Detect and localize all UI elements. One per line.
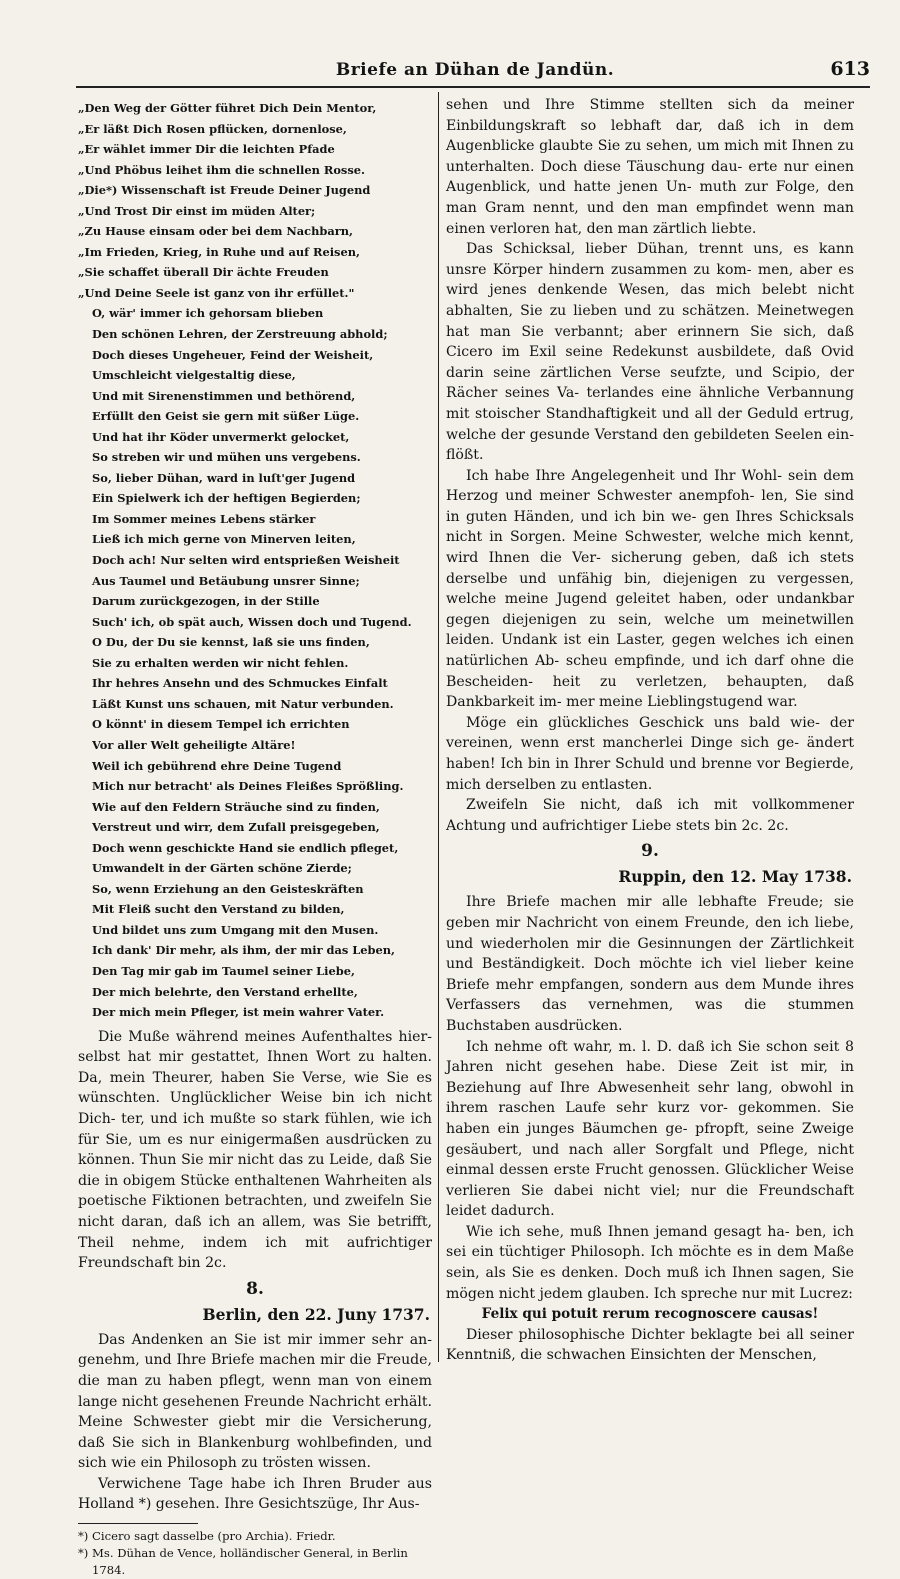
verse-line: Und mit Sirenenstimmen und bethörend, bbox=[92, 388, 356, 403]
footnote: *) Cicero sagt dasselbe (pro Archia). Friedr. bbox=[78, 1529, 336, 1544]
verse-line: Doch dieses Ungeheuer, Feind der Weisheit, bbox=[92, 347, 374, 362]
verse-line: Ihr hehres Ansehn und des Schmuckes Einfalt bbox=[92, 676, 388, 691]
paragraph: sehen und Ihre Stimme stellten sich da meiner Einbildungskraft so lebhaft dar, daß ich in dem Augenblicke glaubte Sie zu sehen, um mich mit Ihnen zu unterhalten. Doch diese Täuschung dau- erte nur einen Augenblick, und hatte jenen Un- muth zur Folge, den man Gram nennt, und den man empfindet wenn man einen verloren hat, den man zärtlich liebte. bbox=[446, 97, 854, 237]
paragraph: Ihre Briefe machen mir alle lebhafte Freude; sie geben mir Nachricht von einem Freunde, den ich liebe, und wiederholen mir die Gesinnungen der Zärtlichkeit und Beständigkeit. Doch möchte ich viel lieber keine Briefe mehr empfangen, sondern aus dem Munde ihres Verfassers das vernehmen, was die stummen Buchstaben ausdrücken. bbox=[446, 894, 854, 1034]
paragraph: Wie ich sehe, muß Ihnen jemand gesagt ha- ben, ich sei ein tüchtiger Philosoph. Ich möchte es in dem Maße sein, als Sie es denken. Doch muß ich Ihnen sagen, Sie mögen nicht jedem glauben. Ich spreche nur mit Lucrez: bbox=[446, 1223, 854, 1302]
verse-line: O könnt' in diesem Tempel ich errichten bbox=[92, 717, 350, 732]
verse-line: O Du, der Du sie kennst, laß sie uns finden, bbox=[92, 635, 370, 650]
letter-dateline: Berlin, den 22. Juny 1737. bbox=[202, 1304, 430, 1324]
verse-line: Mich nur betracht' als Deines Fleißes Sprößling. bbox=[92, 779, 404, 794]
verse-line: „Die*) Wissenschaft ist Freude Deiner Jugend bbox=[78, 183, 371, 198]
verse-line: Erfüllt den Geist sie gern mit süßer Lüge. bbox=[92, 409, 360, 424]
verse-line: Weil ich gebührend ehre Deine Tugend bbox=[92, 758, 342, 773]
paragraph: Verwichene Tage habe ich Ihren Bruder aus Holland *) gesehen. Ihre Gesichtszüge, Ihr Aus- bbox=[78, 1475, 432, 1513]
verse-line: „Er läßt Dich Rosen pflücken, dornenlose, bbox=[78, 121, 347, 136]
page-header bbox=[80, 58, 870, 88]
verse-line: Der mich mein Pfleger, ist mein wahrer Vater. bbox=[92, 1005, 385, 1020]
page-number: 613 bbox=[830, 58, 870, 80]
verse-line: Ich dank' Dir mehr, als ihm, der mir das Leben, bbox=[92, 943, 395, 958]
left-column bbox=[78, 95, 432, 1578]
column-divider bbox=[438, 92, 439, 1362]
latin-quote: Felix qui potuit rerum recognoscere causas! bbox=[481, 1306, 819, 1323]
verse-line: Doch ach! Nur selten wird entsprießen Weisheit bbox=[92, 553, 400, 568]
verse-line: Der mich belehrte, den Verstand erhellte, bbox=[92, 984, 358, 999]
verse-line: Such' ich, ob spät auch, Wissen doch und Tugend. bbox=[92, 614, 412, 629]
verse-line: So, lieber Dühan, ward in luſt'ger Jugend bbox=[92, 470, 356, 485]
footnote: *) Ms. Dühan de Vence, holländischer General, in Berlin 1784. bbox=[78, 1546, 408, 1578]
paragraph: Das Andenken an Sie ist mir immer sehr an- genehm, und Ihre Briefe machen mir die Freude, die man zu haben pflegt, wenn man von einem lange nicht gesehenen Freunde Nachricht erhält. Meine Schwester giebt mir die Versicherung, daß Sie sich in Blankenburg wohlbefinden, und sich wie ein Philosoph zu trösten wissen. bbox=[78, 1331, 432, 1472]
verse-line: „Und Trost Dir einst im müden Alter; bbox=[78, 203, 316, 218]
verse-line: Aus Taumel und Betäubung unsrer Sinne; bbox=[92, 573, 360, 588]
verse-line: Und bildet uns zum Umgang mit den Musen. bbox=[92, 922, 379, 937]
verse-line: Doch wenn geschickte Hand sie endlich pfleget, bbox=[92, 840, 399, 855]
verse-line: Läßt Kunst uns schauen, mit Natur verbunden. bbox=[92, 696, 394, 711]
verse-line: „Er wählet immer Dir die leichten Pfade bbox=[78, 142, 335, 157]
paragraph: Ich nehme oft wahr, m. l. D. daß ich Sie schon seit 8 Jahren nicht gesehen habe. Diese Zeit ist mir, in Beziehung auf Ihre Abwesenheit sehr lang, obwohl in ihrem raschen Laufe sehr kurz vor- gekommen. Sie haben ein junges Bäumchen ge- pfropft, seine Zweige gesäubert, und nach aller Sorgfalt und Pflege, nicht einmal dessen erste Frucht genossen. Glücklicher Weise verlieren Sie dabei nicht viel; nur die Freundschaft leidet dadurch. bbox=[446, 1038, 854, 1220]
verse-line: Sie zu erhalten werden wir nicht fehlen. bbox=[92, 655, 349, 670]
footnote-rule bbox=[78, 1523, 198, 1524]
verse-line: Und hat ihr Köder unvermerkt gelocket, bbox=[92, 429, 350, 444]
verse-line: „Sie schaffet überall Dir ächte Freuden bbox=[78, 265, 329, 280]
right-column bbox=[446, 95, 854, 1365]
letter-dateline: Ruppin, den 12. May 1738. bbox=[618, 867, 852, 887]
verse-line: „Im Frieden, Krieg, in Ruhe und auf Reisen, bbox=[78, 244, 360, 259]
verse-line: Den Tag mir gab im Taumel seiner Liebe, bbox=[92, 963, 355, 978]
letter-number: 9. bbox=[641, 841, 659, 862]
verse-line: Ließ ich mich gerne von Minerven leiten, bbox=[92, 532, 356, 547]
verse-line: Verstreut und wirr, dem Zufall preisgegeben, bbox=[92, 820, 380, 835]
paragraph: Das Schicksal, lieber Dühan, trennt uns, es kann unsre Körper hindern zusammen zu kom- men, aber es wird jenes denkende Wesen, das mich belebt nicht abhalten, Sie zu lieben und zu schätzen. Meinetwegen hat man Sie verbannt; aber erinnern Sie sich, daß Cicero im Exil seine Redekunst ausbildete, daß Ovid darin seine zärtlichen Verse seufzte, und Scipio, der Rächer seines Va- terlandes eine ähnliche Verbannung mit stoischer Standhaftigkeit und all der Geduld ertrug, welche der gesunde Verstand den gebildeten Seelen ein- flößt. bbox=[446, 241, 854, 464]
verse-line: Im Sommer meines Lebens stärker bbox=[92, 511, 316, 526]
verse-line: „Und Deine Seele ist ganz von ihr erfüllet." bbox=[78, 285, 355, 300]
header-rule bbox=[76, 86, 870, 88]
verse-line: Wie auf den Feldern Sträuche sind zu finden, bbox=[92, 799, 380, 814]
verse-line: Vor aller Welt geheiligte Altäre! bbox=[92, 737, 296, 752]
verse-line: So streben wir und mühen uns vergebens. bbox=[92, 450, 361, 465]
paragraph: Möge ein glückliches Geschick uns bald wie- der vereinen, wenn erst mancherlei Dinge sich ge- ändert haben! Ich bin in Ihrer Schuld und brenne vor Begierde, mich derselben zu entlasten. bbox=[446, 714, 854, 793]
verse-line: „Und Phöbus leihet ihm die schnellen Rosse. bbox=[78, 162, 365, 177]
verse-line: Ein Spielwerk ich der heftigen Begierden; bbox=[92, 491, 361, 506]
verse-line: Mit Fleiß sucht den Verstand zu bilden, bbox=[92, 902, 345, 917]
verse-line: So, wenn Erziehung an den Geisteskräften bbox=[92, 881, 364, 896]
paragraph: Zweifeln Sie nicht, daß ich mit vollkommener Achtung und aufrichtiger Liebe stets bin 2c. 2c. bbox=[446, 797, 854, 834]
verse-line: Umwandelt in der Gärten schöne Zierde; bbox=[92, 861, 352, 876]
paragraph: Die Muße während meines Aufenthaltes hier- selbst hat mir gestattet, Ihnen Wort zu halten. Da, mein Theurer, haben Sie Verse, wie Sie es wünschten. Unglücklicher Weise bin ich nicht Dich- ter, und ich mußte so stark fühlen, wie ich für Sie, um es nur einigermaßen ausdrücken zu können. Thun Sie mir nicht das zu Leide, daß Sie die in obigem Stücke enthaltenen Wahrheiten als poetische Fiktionen betrachten, und zweifeln Sie nicht daran, daß ich an allem, was Sie betrifft, Theil nehme, indem ich mit aufrichtiger Freundschaft bin 2c. bbox=[78, 1028, 432, 1272]
verse-line: Umschleicht vielgestaltig diese, bbox=[92, 368, 296, 383]
verse-line: „Zu Hause einsam oder bei dem Nachbarn, bbox=[78, 224, 353, 239]
paragraph: Ich habe Ihre Angelegenheit und Ihr Wohl- sein dem Herzog und meiner Schwester anempfoh- len, Sie sind in guten Händen, und ich bin we- gen Ihres Schicksals nicht in Sorgen. Meine Schwester, welche mich kennt, wird Ihnen die Ver- sicherung geben, daß ich stets derselbe und unfähig bin, diejenigen zu vergessen, welche meine Jugend geleitet haben, oder undankbar gegen diejenigen zu sein, welche um meinetwillen leiden. Undank ist ein Laster, gegen welches ich einen natürlichen Ab- scheu empfinde, und ich darf ohne die Bescheiden- heit zu verletzen, behaupten, daß Dankbarkeit im- mer meine Lieblingstugend war. bbox=[446, 467, 854, 711]
paragraph: Dieser philosophische Dichter beklagte bei all seiner Kenntniß, die schwachen Einsichten der Menschen, bbox=[446, 1326, 854, 1364]
verse-line: Den schönen Lehren, der Zerstreuung abhold; bbox=[92, 327, 388, 342]
verse-line: Darum zurückgezogen, in der Stille bbox=[92, 594, 320, 609]
letter-number: 8. bbox=[246, 1278, 264, 1299]
verse-line: O, wär' immer ich gehorsam blieben bbox=[92, 306, 324, 321]
verse-block bbox=[78, 98, 432, 1023]
running-title: Briefe an Dühan de Jandün. bbox=[335, 60, 615, 80]
verse-line: „Den Weg der Götter führet Dich Dein Mentor, bbox=[78, 101, 377, 115]
